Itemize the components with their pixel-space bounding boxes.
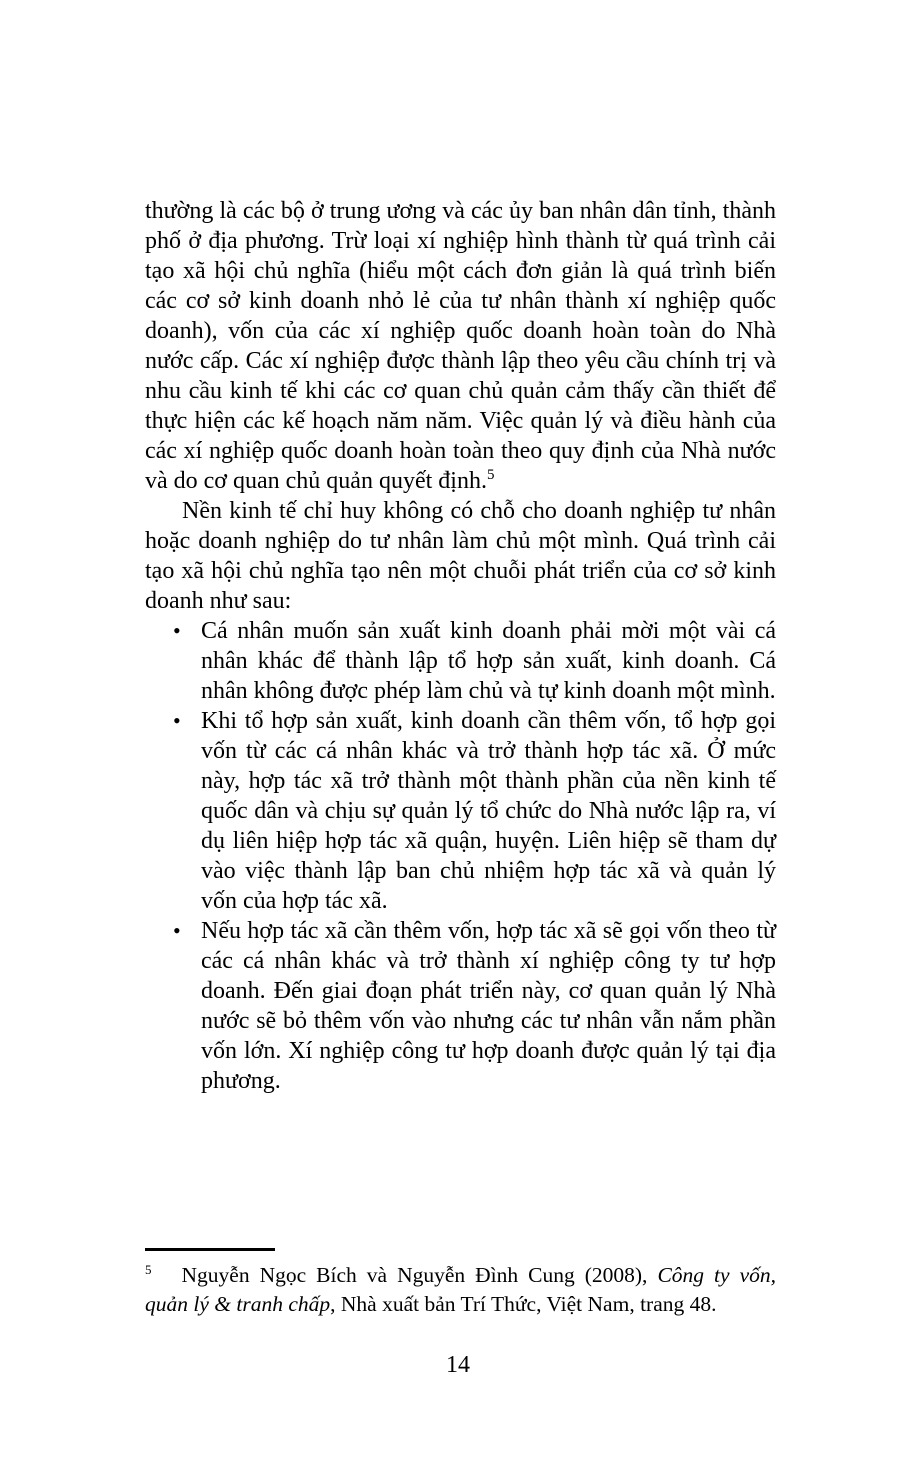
list-item <box>145 616 776 706</box>
bullet-text: Khi tổ hợp sản xuất, kinh doanh cần thêm vốn, tổ hợp gọi vốn từ các cá nhân khác và trở thành hợp tác xã. Ở mức này, hợp tác xã trở thành một thành phần của nền kinh tế quốc dân và chịu sự quản lý tổ chức do Nhà nước lập ra, ví dụ liên hiệp hợp tác xã quận, huyện. Liên hiệp sẽ tham dự vào việc thành lập ban chủ nhiệm hợp tác xã và quản lý vốn của hợp tác xã. <box>201 708 776 914</box>
bullet-marker: • <box>173 918 181 943</box>
footnote-area <box>145 1248 776 1319</box>
paragraph-2: Nền kinh tế chỉ huy không có chỗ cho doanh nghiệp tư nhân hoặc doanh nghiệp do tư nhân làm chủ một mình. Quá trình cải tạo xã hội chủ nghĩa tạo nên một chuỗi phát triển của cơ sở kinh doanh như sau: <box>145 498 776 614</box>
bullet-marker: • <box>173 618 181 643</box>
paragraph-1-text: thường là các bộ ở trung ương và các ủy ban nhân dân tỉnh, thành phố ở địa phương. Trừ loại xí nghiệp hình thành từ quá trình cải tạo xã hội chủ nghĩa (hiểu một cách đơn giản là quá trình biến các cơ sở kinh doanh nhỏ lẻ của tư nhân thành xí nghiệp quốc doanh), vốn của các xí nghiệp quốc doanh hoàn toàn do Nhà nước cấp. Các xí nghiệp được thành lập theo yêu cầu chính trị và nhu cầu kinh tế khi các cơ quan chủ quản cảm thấy cần thiết để thực hiện các kế hoạch năm năm. Việc quản lý và điều hành của các xí nghiệp quốc doanh hoàn toàn theo quy định của Nhà nước và do cơ quan chủ quản quyết định. <box>145 198 776 494</box>
footnote-book-title: Công ty vốn, quản lý & tranh chấp <box>145 1263 776 1316</box>
body-text <box>145 196 776 1096</box>
footnote-marker: 5 <box>145 1261 152 1277</box>
page-number: 14 <box>446 1352 470 1378</box>
paragraph-1 <box>145 196 776 496</box>
bullet-list <box>145 616 776 1096</box>
footnote-divider <box>145 1248 275 1251</box>
list-item <box>145 706 776 916</box>
bullet-text: Cá nhân muốn sản xuất kinh doanh phải mời một vài cá nhân khác để thành lập tổ hợp sản xuất, kinh doanh. Cá nhân không được phép làm chủ và tự kinh doanh một mình. <box>201 618 776 704</box>
footnote-text-before: Nguyễn Ngọc Bích và Nguyễn Đình Cung (2008), <box>181 1263 658 1287</box>
bullet-marker: • <box>173 708 181 733</box>
bullet-text: Nếu hợp tác xã cần thêm vốn, hợp tác xã sẽ gọi vốn theo từ các cá nhân khác và trở thành xí nghiệp công ty tư hợp doanh. Đến giai đoạn phát triển này, cơ quan quản lý Nhà nước sẽ bỏ thêm vốn vào nhưng các tư nhân vẫn nắm phần vốn lớn. Xí nghiệp công tư hợp doanh được quản lý tại địa phương. <box>201 918 776 1094</box>
footnote <box>145 1261 776 1319</box>
footnote-reference: 5 <box>486 467 495 483</box>
list-item <box>145 916 776 1096</box>
footnote-text-after: , Nhà xuất bản Trí Thức, Việt Nam, trang 48. <box>330 1292 717 1316</box>
